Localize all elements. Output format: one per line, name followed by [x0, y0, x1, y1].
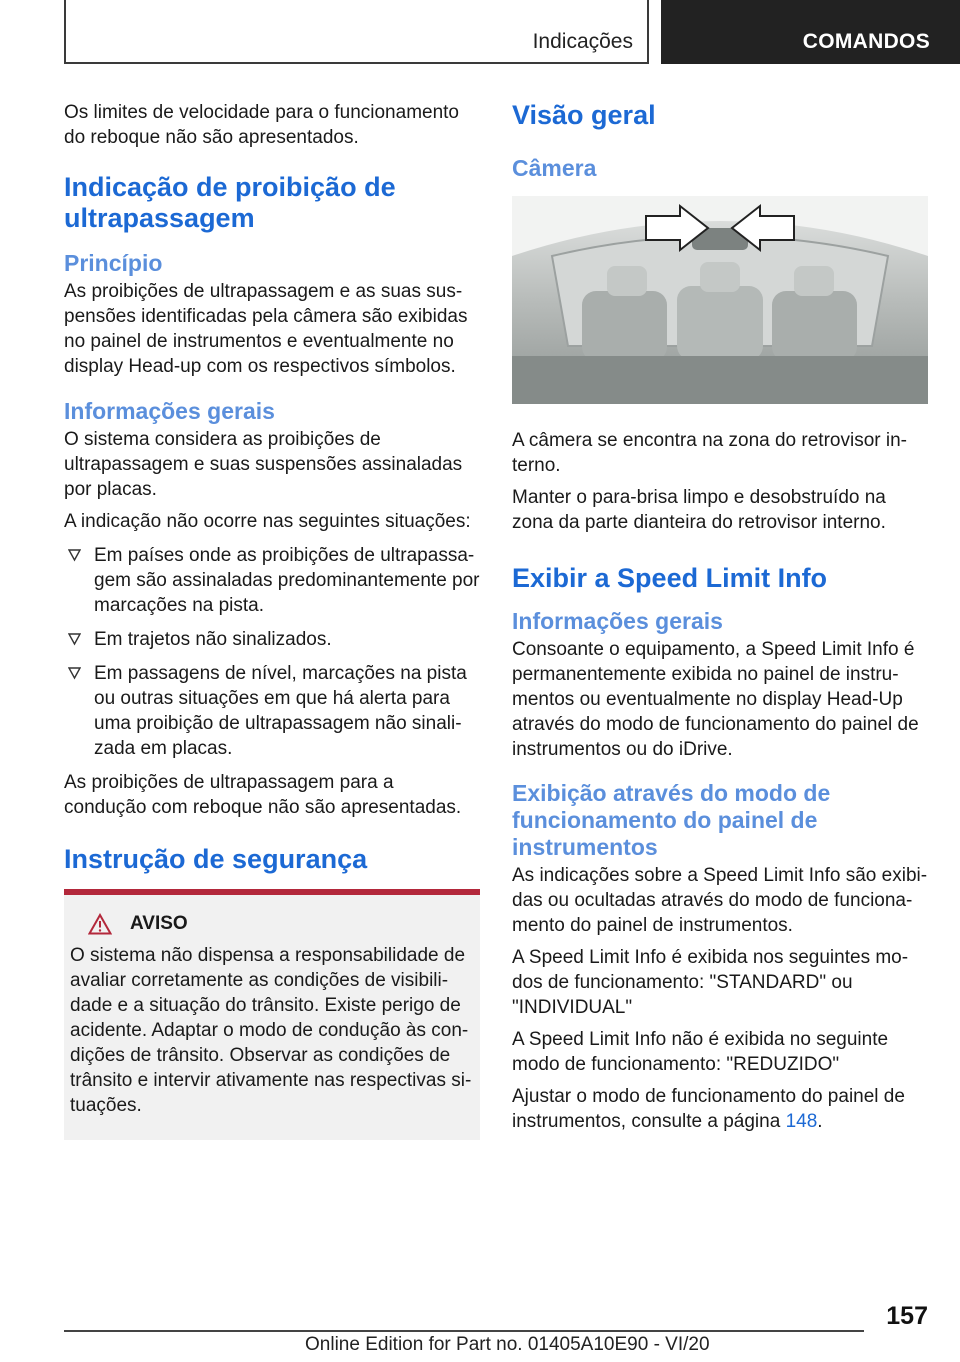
heading-proibicao: Indicação de proibição de ultrapassagem: [64, 172, 396, 233]
heading-camera: Câmera: [512, 155, 597, 181]
warning-label: AVISO: [130, 913, 188, 934]
list-item: Em trajetos não sinalizados.: [64, 627, 480, 652]
heading-exibir-speed-limit: Exibir a Speed Limit Info: [512, 563, 828, 593]
exibicao-paragraph-1: As indicações sobre a Speed Limit Info são exibidas ou ocultadas através do modo de funcionamento do painel de instrumentos.: [512, 865, 928, 936]
warning-text: O sistema não dispensa a responsabilidade de avaliar corretamente as condições de visibilidade e a situação do trânsito. Existe perigo de acidente. Adaptar o modo de condução às condições de trânsito. Observar as condições de trânsito e intervir ativamente nas respectivas situações.: [70, 945, 472, 1116]
heading-info-gerais-right: Informações gerais: [512, 608, 723, 634]
heading-visao-geral: Visão geral: [512, 100, 656, 130]
section-tab: [64, 0, 649, 64]
left-column: [64, 100, 480, 1140]
triangle-bullet-icon: [68, 667, 81, 680]
footer-edition: [305, 1334, 710, 1356]
exibicao-paragraph-4: Ajustar o modo de funcionamento do painel de instrumentos, consulte a página 148.: [512, 1086, 905, 1132]
heading-info-gerais: Informações gerais: [64, 398, 275, 424]
camera-paragraph-2: Manter o para-brisa limpo e desobstruído na zona da parte dianteira do retrovisor interno.: [512, 487, 886, 533]
list-item: Em países onde as proibições de ultrapassagem são assinaladas predominantemente por marcações na pista.: [64, 543, 480, 618]
info-paragraph-1: O sistema considera as proibições de ultrapassagem e suas suspensões assinaladas por placas.: [64, 429, 463, 500]
warning-box: [64, 889, 480, 1140]
car-interior-camera-image: [512, 196, 928, 404]
chapter-tab-label: COMANDOS: [802, 30, 930, 53]
situations-list: [64, 543, 480, 761]
heading-principio: Princípio: [64, 250, 163, 276]
triangle-bullet-icon: [68, 633, 81, 646]
speed-info-paragraph: Consoante o equipamento, a Speed Limit Info é permanentemente exibida no painel de instrumentos ou eventualmente no display Head-Up através do modo de funcionamento do painel de instrumentos ou do iDrive.: [512, 639, 919, 760]
triangle-bullet-icon: [68, 549, 81, 562]
info-paragraph-3: As proibições de ultrapassagem para a condução com reboque não são apresentadas.: [64, 772, 462, 818]
principio-paragraph: As proibições de ultrapassagem e as suas suspensões identificadas pela câmera são exibidas no painel de instrumentos e eventualmente no display Head-up com os respectivos símbolos.: [64, 281, 468, 377]
warning-triangle-icon: [88, 913, 112, 935]
exibicao-paragraph-2: A Speed Limit Info é exibida nos seguintes modos de funcionamento: "STANDARD" ou "INDIVIDUAL": [512, 947, 909, 1018]
chapter-tab: [661, 0, 960, 64]
section-tab-label: Indicações: [532, 30, 633, 53]
page-reference-link[interactable]: 148: [785, 1111, 818, 1132]
exibicao-paragraph-3: A Speed Limit Info não é exibida no seguinte modo de funcionamento: "REDUZIDO": [512, 1029, 889, 1075]
intro-paragraph: Os limites de velocidade para o funcionamento do reboque não são apresentados.: [64, 102, 460, 148]
footer-edition-text: Online Edition for Part no. 01405A10E90 - VI/20: [305, 1334, 710, 1355]
info-paragraph-2: A indicação não ocorre nas seguintes situações:: [64, 511, 471, 532]
heading-exibicao-modo: Exibição através do modo de funcionamento do painel de instrumentos: [512, 780, 831, 860]
footer-divider: [64, 1330, 864, 1332]
camera-paragraph-1: A câmera se encontra na zona do retrovisor interno.: [512, 430, 907, 476]
page-number: 157: [886, 1302, 928, 1330]
right-column: [512, 100, 928, 1141]
list-item: Em passagens de nível, marcações na pista ou outras situações em que há alerta para uma proibição de ultrapassagem não sinalizada em placas.: [64, 661, 480, 761]
heading-seguranca: Instrução de segurança: [64, 844, 368, 874]
warning-header: [70, 913, 476, 935]
